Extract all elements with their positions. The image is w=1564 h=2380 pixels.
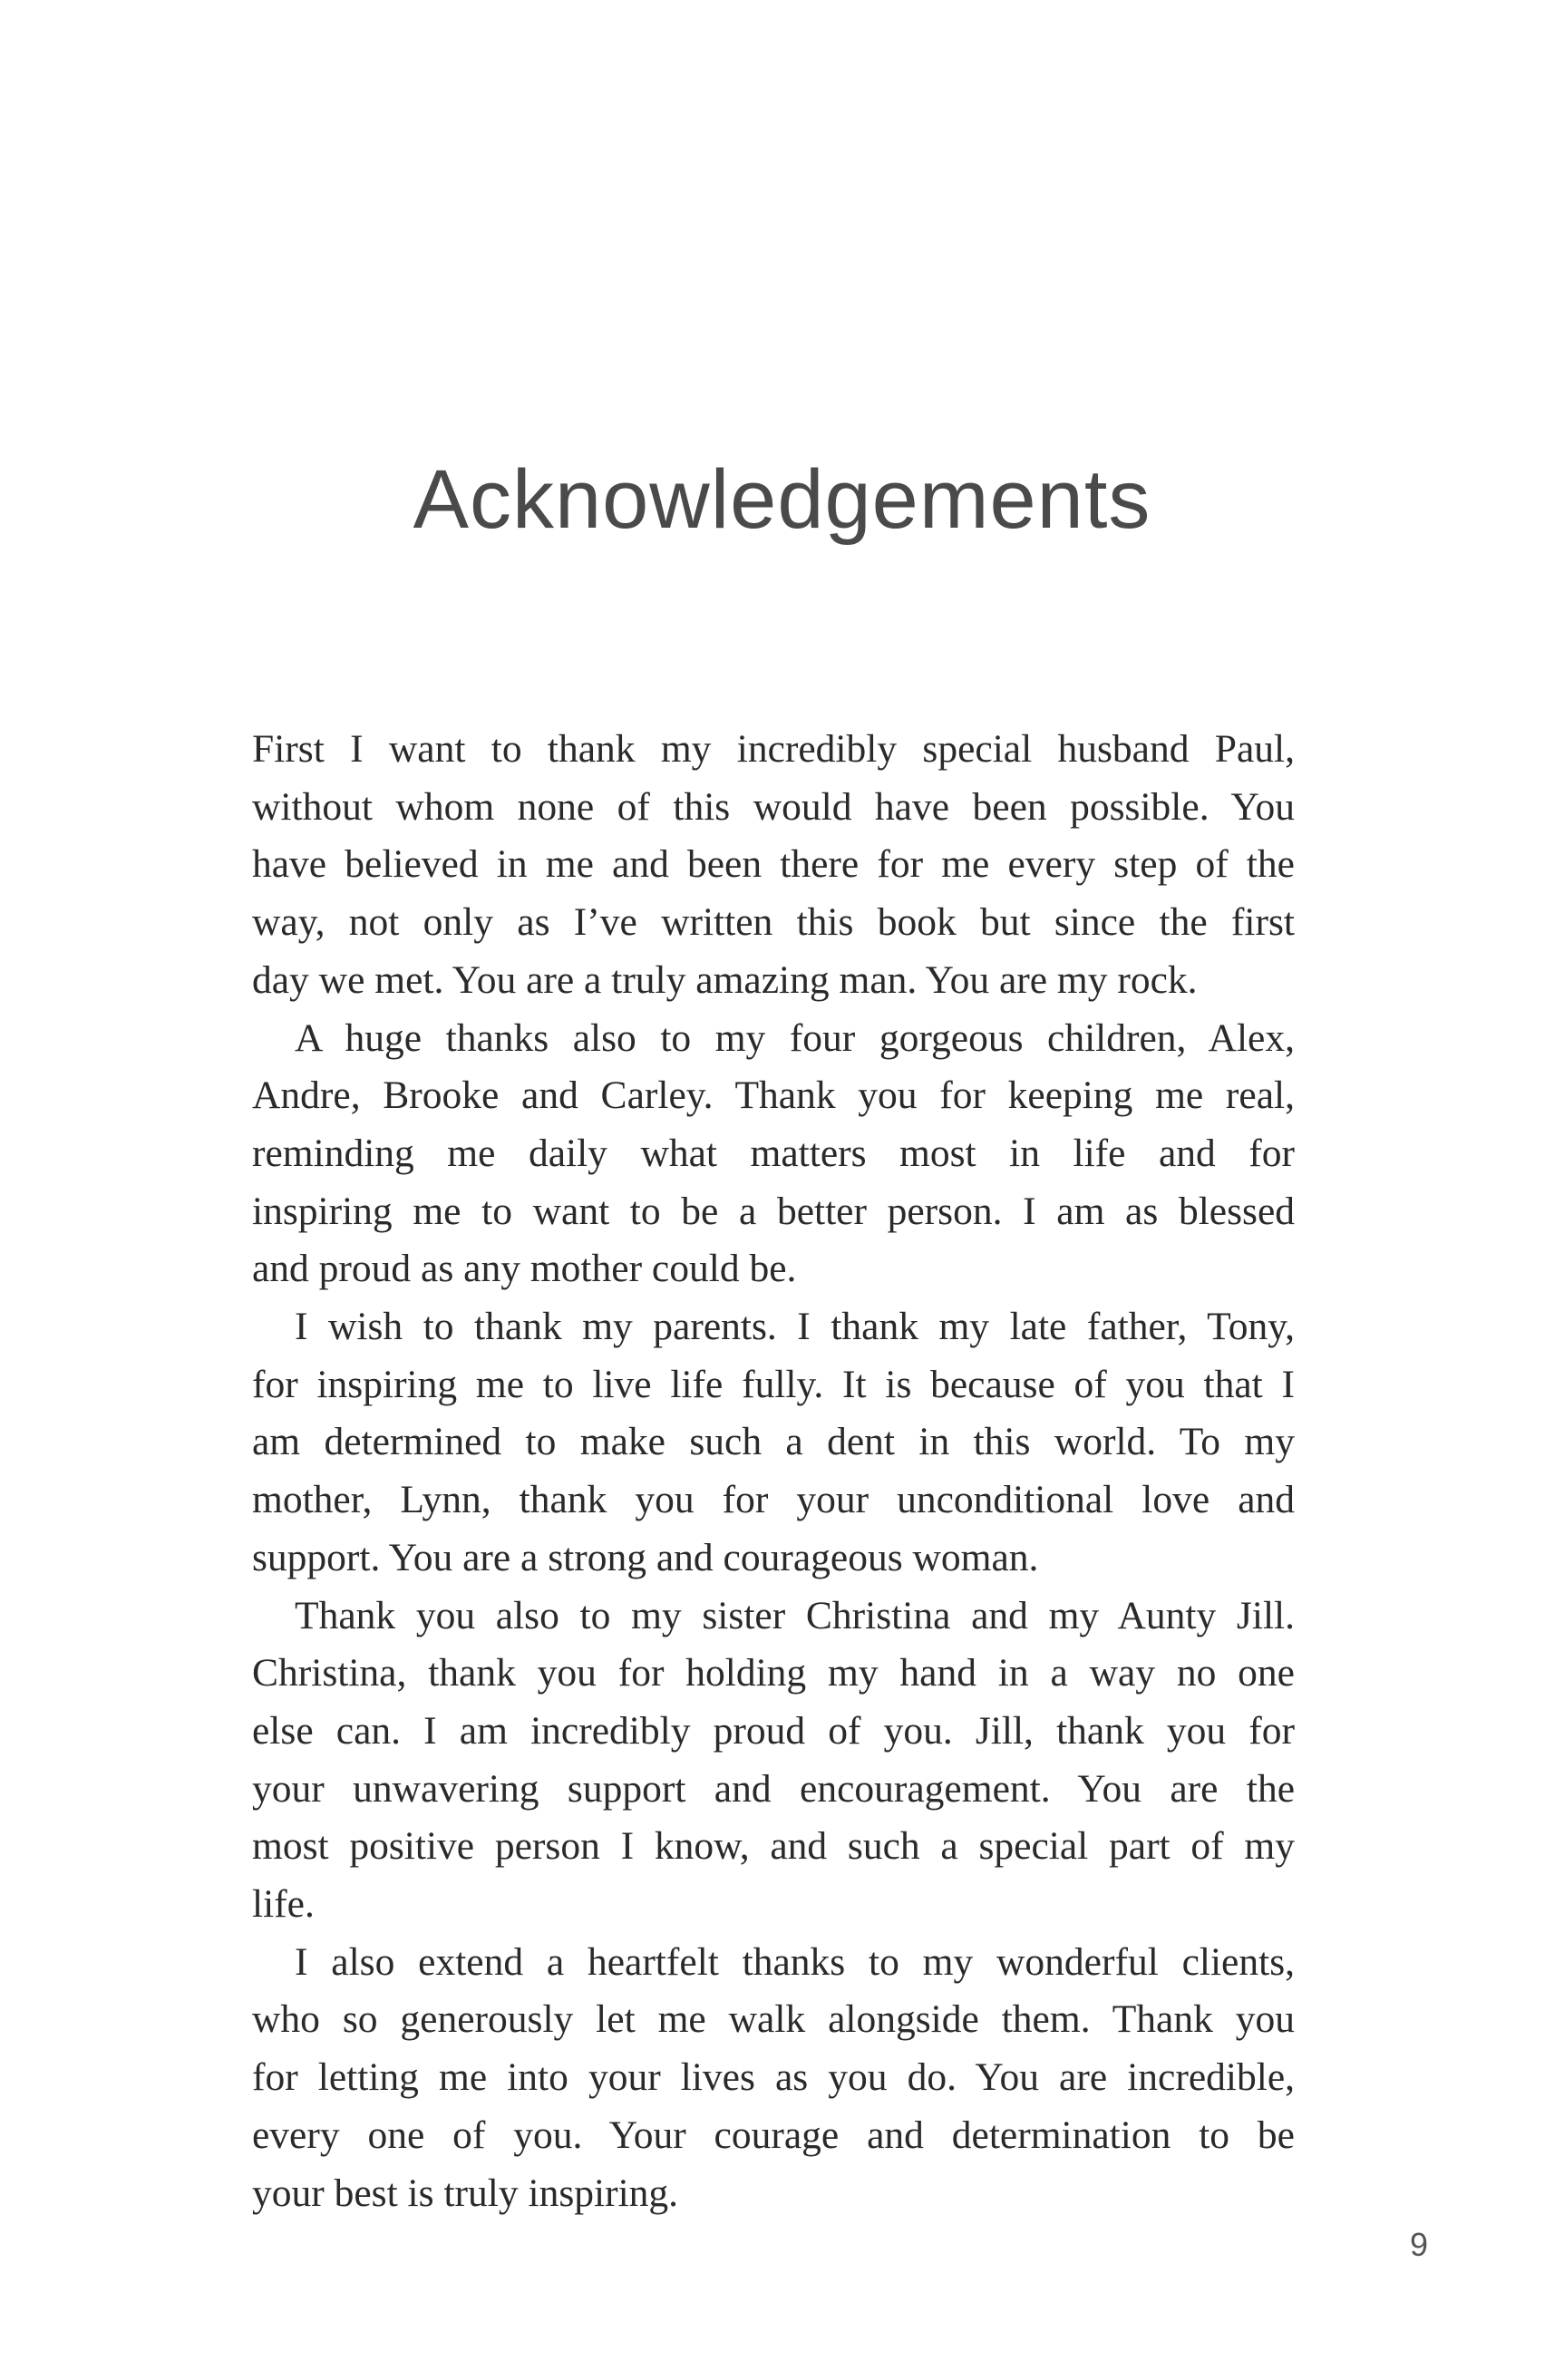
text-line: day we met. You are a truly amazing man. You are my rock. <box>252 957 1198 1002</box>
text-line: your unwavering support and encouragement. You are the <box>252 1766 1295 1811</box>
text-line: your best is truly inspiring. <box>252 2171 679 2215</box>
text-line: every one of you. Your courage and determination to be <box>252 2113 1295 2157</box>
text-line: inspiring me to want to be a better person. I am as blessed <box>252 1189 1295 1233</box>
paragraph <box>252 1010 1295 1299</box>
text-line: for inspiring me to live life fully. It is because of you that I <box>252 1362 1295 1406</box>
text-line: for letting me into your lives as you do. You are incredible, <box>252 2055 1295 2100</box>
paragraph <box>252 1934 1295 2223</box>
page-number: 9 <box>1410 2226 1429 2263</box>
paragraph <box>252 1298 1295 1588</box>
paragraph <box>252 1588 1295 1934</box>
text-line: else can. I am incredibly proud of you. Jill, thank you for <box>252 1708 1295 1753</box>
text-line: I wish to thank my parents. I thank my late father, Tony, <box>295 1305 1295 1349</box>
text-line: and proud as any mother could be. <box>252 1247 797 1291</box>
text-line: reminding me daily what matters most in life and for <box>252 1131 1295 1175</box>
text-line: support. You are a strong and courageous woman. <box>252 1535 1039 1579</box>
acknowledgements-body <box>252 721 1295 2222</box>
text-line: life. <box>252 1882 315 1927</box>
text-line: who so generously let me walk alongside them. Thank you <box>252 1997 1295 2042</box>
text-line: without whom none of this would have been possible. You <box>252 784 1295 829</box>
text-line: Andre, Brooke and Carley. Thank you for keeping me real, <box>252 1073 1295 1118</box>
text-line: A huge thanks also to my four gorgeous children, Alex, <box>295 1015 1295 1060</box>
text-line: I also extend a heartfelt thanks to my wonderful clients, <box>295 1939 1295 1984</box>
text-line: Thank you also to my sister Christina and my Aunty Jill. <box>295 1593 1295 1637</box>
text-line: most positive person I know, and such a special part of my <box>252 1824 1295 1869</box>
page-title: Acknowledgements <box>413 453 1151 546</box>
text-line: Christina, thank you for holding my hand in a way no one <box>252 1651 1295 1695</box>
text-line: First I want to thank my incredibly special husband Paul, <box>252 727 1295 771</box>
text-line: am determined to make such a dent in this world. To my <box>252 1420 1295 1464</box>
text-line: have believed in me and been there for me every step of the <box>252 842 1295 887</box>
text-line: way, not only as I’ve written this book but since the first <box>252 900 1295 945</box>
paragraph <box>252 721 1295 1010</box>
text-line: mother, Lynn, thank you for your unconditional love and <box>252 1478 1295 1522</box>
